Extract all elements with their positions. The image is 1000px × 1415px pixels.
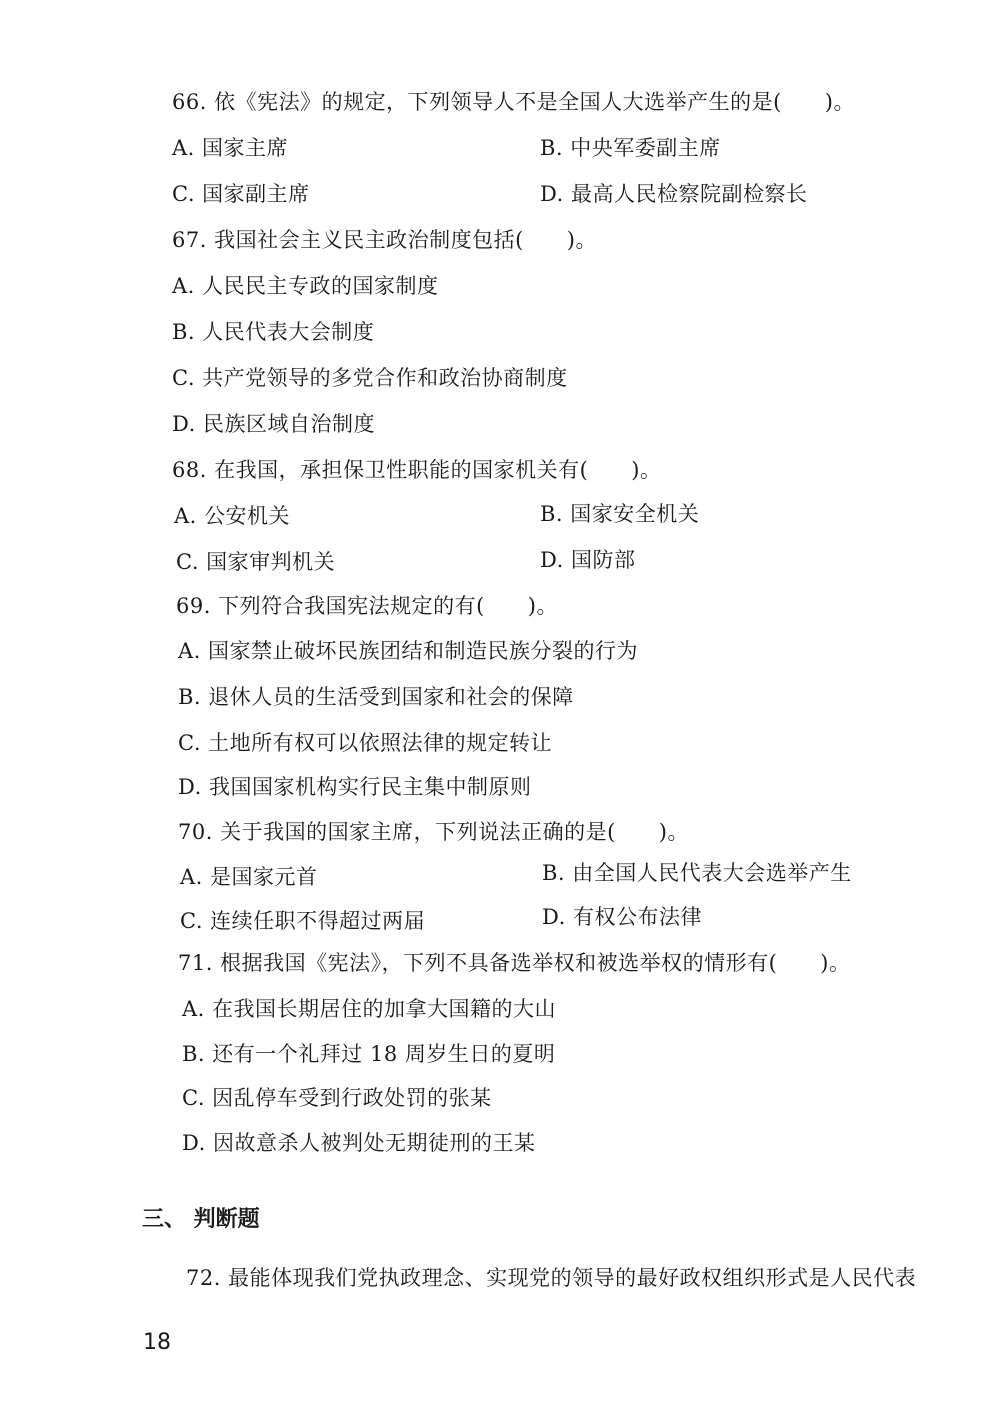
q71-option-b: B. 还有一个礼拜过 18 周岁生日的夏明 [182,1042,556,1066]
q69-option-b: B. 退休人员的生活受到国家和社会的保障 [178,685,574,709]
q71-option-c: C. 因乱停车受到行政处罚的张某 [182,1086,492,1110]
q69-option-d: D. 我国国家机构实行民主集中制原则 [178,775,532,799]
q66-stem: 66. 依《宪法》的规定，下列领导人不是全国人大选举产生的是( )。 [172,90,855,114]
q66-option-a: A. 国家主席 [172,136,289,160]
q71-option-d: D. 因故意杀人被判处无期徒刑的王某 [182,1131,536,1155]
q72-stem: 72. 最能体现我们党执政理念、实现党的领导的最好政权组织形式是人民代表 [186,1266,917,1290]
q69-option-a: A. 国家禁止破坏民族团结和制造民族分裂的行为 [178,639,639,663]
q66-option-b: B. 中央军委副主席 [540,136,721,160]
q70-option-a: A. 是国家元首 [180,865,318,889]
q68-option-a: A. 公安机关 [174,504,291,528]
section-heading: 三、 判断题 [142,1207,260,1232]
q70-option-d: D. 有权公布法律 [542,905,702,929]
q70-option-b: B. 由全国人民代表大会选举产生 [542,861,852,885]
q67-option-d: D. 民族区域自治制度 [172,412,375,436]
q67-option-c: C. 共产党领导的多党合作和政治协商制度 [172,366,568,390]
q71-option-a: A. 在我国长期居住的加拿大国籍的大山 [182,997,557,1021]
q70-option-c: C. 连续任职不得超过两届 [180,909,426,933]
q67-option-b: B. 人民代表大会制度 [172,320,375,344]
q67-option-a: A. 人民民主专政的国家制度 [172,274,439,298]
q68-stem: 68. 在我国，承担保卫性职能的国家机关有( )。 [172,458,662,482]
page-number: 18 [143,1330,171,1355]
q68-option-c: C. 国家审判机关 [176,550,336,574]
q70-stem: 70. 关于我国的国家主席，下列说法正确的是( )。 [178,820,689,844]
q69-option-c: C. 土地所有权可以依照法律的规定转让 [178,731,553,755]
q68-option-b: B. 国家安全机关 [540,502,700,526]
q69-stem: 69. 下列符合我国宪法规定的有( )。 [176,594,558,618]
q66-option-d: D. 最高人民检察院副检察长 [540,182,808,206]
q66-option-c: C. 国家副主席 [172,182,310,206]
q71-stem: 71. 根据我国《宪法》，下列不具备选举权和被选举权的情形有( )。 [178,951,851,975]
q68-option-d: D. 国防部 [540,548,636,572]
q67-stem: 67. 我国社会主义民主政治制度包括( )。 [172,228,597,252]
